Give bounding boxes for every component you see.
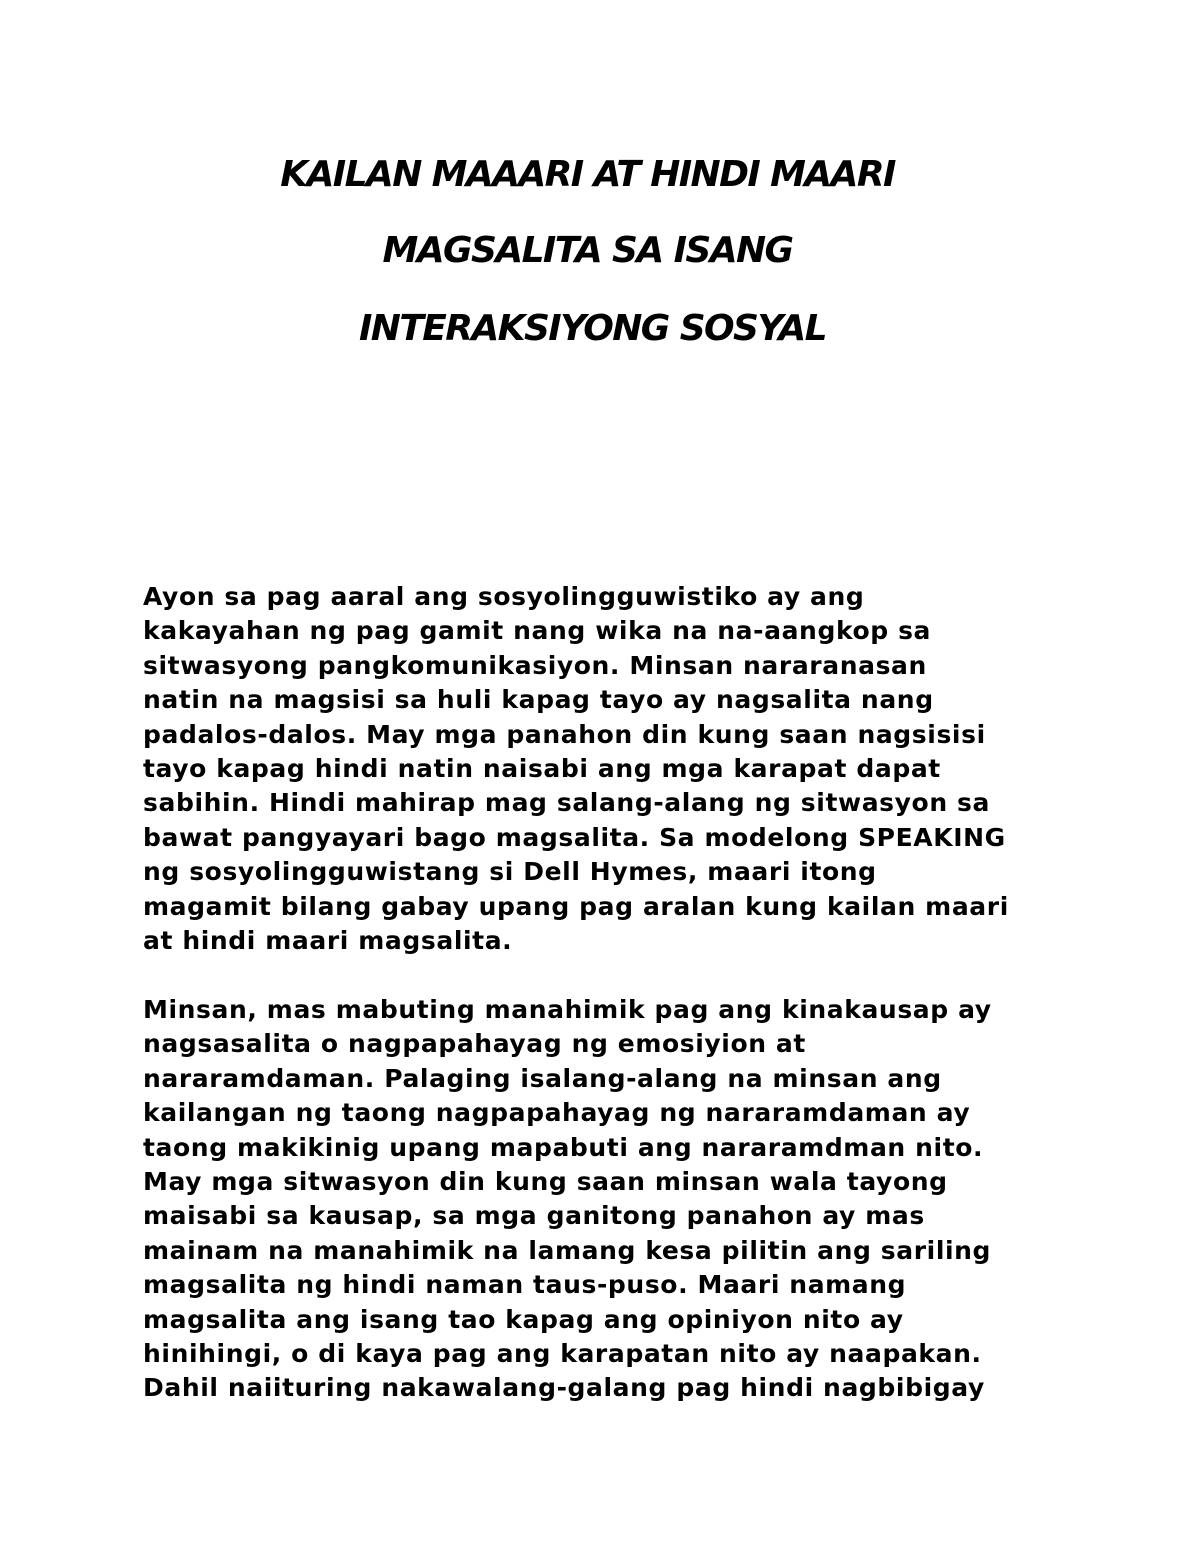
title-line-1: KAILAN MAAARI AT HINDI MAARI bbox=[280, 154, 895, 195]
paragraph-line: hinihingi, o di kaya pag ang karapatan nito ay naapakan. bbox=[143, 1339, 982, 1369]
title-line-2: MAGSALITA SA ISANG bbox=[382, 230, 793, 271]
paragraph-line: Dahil naiituring nakawalang-galang pag hindi nagbibigay bbox=[143, 1373, 985, 1403]
paragraph-line: tayo kapag hindi natin naisabi ang mga karapat dapat bbox=[143, 754, 941, 784]
paragraph-line: magsalita ng hindi naman taus-puso. Maari namang bbox=[143, 1270, 907, 1300]
paragraph-line: nararamdaman. Palaging isalang-alang na minsan ang bbox=[143, 1063, 942, 1093]
paragraph-line: taong makikinig upang mapabuti ang nararamdman nito. bbox=[143, 1132, 984, 1162]
paragraph-line: ng sosyolingguwistang si Dell Hymes, maari itong bbox=[143, 857, 877, 887]
paragraph-line: Ayon sa pag aaral ang sosyolingguwistiko ay ang bbox=[143, 582, 865, 611]
paragraph-line: kakayahan ng pag gamit nang wika na na-aangkop sa bbox=[143, 616, 932, 646]
paragraph-line: natin na magsisi sa huli kapag tayo ay nagsalita nang bbox=[143, 685, 934, 715]
paragraph-line: magamit bilang gabay upang pag aralan kung kailan maari bbox=[143, 891, 1009, 921]
paragraph-line: at hindi maari magsalita. bbox=[143, 926, 513, 956]
paragraph-line: magsalita ang isang tao kapag ang opiniyon nito ay bbox=[143, 1304, 904, 1334]
paragraph-line: maisabi sa kausap, sa mga ganitong panahon ay mas bbox=[143, 1201, 925, 1231]
paragraph-line: Minsan, mas mabuting manahimik pag ang kinakausap ay bbox=[143, 995, 992, 1024]
paragraph-line: nagsasalita o nagpapahayag ng emosiyion at bbox=[143, 1029, 806, 1059]
paragraph-line: sabihin. Hindi mahirap mag salang-alang ng sitwasyon sa bbox=[143, 788, 990, 818]
paragraph-line: bawat pangyayari bago magsalita. Sa modelong SPEAKING bbox=[143, 822, 1006, 852]
paragraph-line: May mga sitwasyon din kung saan minsan wala tayong bbox=[143, 1167, 948, 1197]
paragraph-line: mainam na manahimik na lamang kesa pilitin ang sariling bbox=[143, 1235, 992, 1265]
paragraph-line: padalos-dalos. May mga panahon din kung saan nagsisisi bbox=[143, 719, 986, 749]
paragraph-1 bbox=[143, 580, 1103, 958]
paragraph-line: kailangan ng taong nagpapahayag ng nararamdaman ay bbox=[143, 1098, 971, 1128]
title-line-3: INTERAKSIYONG SOSYAL bbox=[359, 308, 826, 349]
paragraph-2 bbox=[143, 993, 1103, 1406]
paragraph-line: sitwasyong pangkomunikasiyon. Minsan nararanasan bbox=[143, 650, 927, 680]
